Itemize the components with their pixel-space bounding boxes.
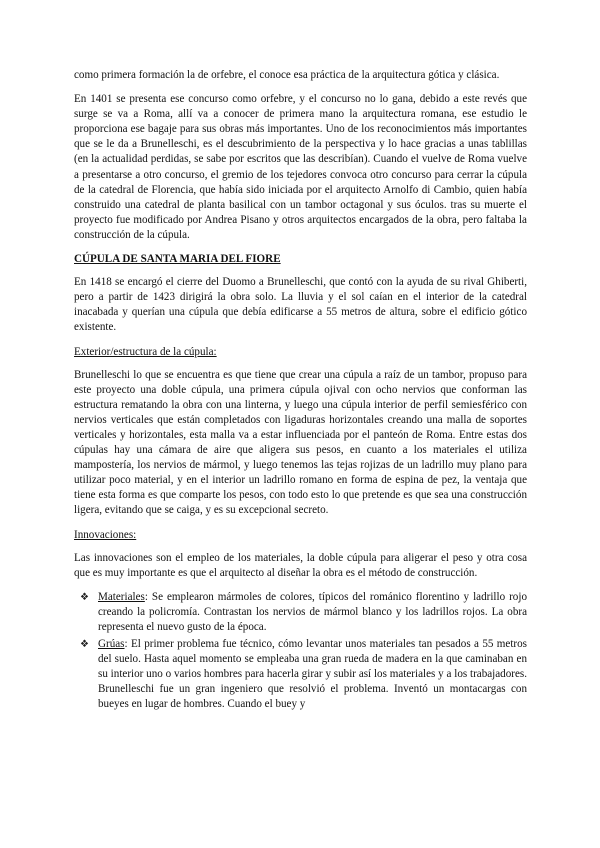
paragraph-innovaciones: Las innovaciones son el empleo de los materiales, la doble cúpula para aligerar el peso y otra cosa que es muy importante es que el arquitecto al diseñar la obra es el método de construcción. <box>74 551 527 579</box>
bullet-text: : Se emplearon mármoles de colores, típicos del románico florentino y ladrillo rojo creando la policromía. Contrastan los nervios de mármol blanco y los ladrillos rojos. La obra representa el nuevo gusto de la época. <box>98 590 527 633</box>
diamond-bullet-icon: ❖ <box>80 591 89 603</box>
document-body <box>74 68 527 715</box>
subheading-exterior: Exterior/estructura de la cúpula: <box>74 345 217 358</box>
paragraph-exterior: Brunelleschi lo que se encuentra es que tiene que crear una cúpula a raíz de un tambor, propuso para este proyecto una doble cúpula, una primera cúpula ojival con ocho nervios que conforman las estructura rematando la obra con una linterna, y luego una cúpula interior de perfil semiesférico con nervios verticales que están completados con ligaduras horizontales creando una malla de soportes verticales y horizontales, esta malla va a estar influenciada por el panteón de Roma. Entre estas dos cúpulas hay una cámara de aire que aligera sus pesos, en cuanto a los materiales el utiliza mampostería, los nervios de mármol, y luego tenemos las tejas rojizas de un ladrillo muy plano para utilizar poco material, y en el interior un ladrillo romano en forma de espina de pez, la ventaja que tiene esta forma es que comparte los pesos, con todo esto lo que pretende es que sea una construcción ligera, evitando que se caiga, y es su excepcional secreto. <box>74 368 527 517</box>
paragraph-1418: En 1418 se encargó el cierre del Duomo a Brunelleschi, que contó con la ayuda de su rival Ghiberti, pero a partir de 1423 dirigirá la obra solo. La lluvia y el sol caían en el interior de la catedral inacabada y querían una cúpula que debía edificarse a 55 metros de altura, sobre el edificio gótico existente. <box>74 276 527 334</box>
bullet-term: Grúas <box>98 638 125 651</box>
subheading-innovaciones: Innovaciones: <box>74 528 137 541</box>
list-item-materiales <box>80 590 527 635</box>
bullet-text: : El primer problema fue técnico, cómo levantar unos materiales tan pesados a 55 metros del suelo. Hasta aquel momento se empleaba una gran rueda de madera en la que caminaban en su interior uno o varios hombres para hacerla girar y subir así los materiales y a los trabajadores. Brunelleschi fue un gran ingeniero que resolvió el problema. Inventó un montacargas con bueyes en lugar de hombres. Cuando el buey y <box>98 638 527 711</box>
intro-paragraph: como primera formación la de orfebre, el conoce esa práctica de la arquitectura gótica y clásica. <box>74 69 500 81</box>
bullet-term: Materiales <box>98 590 145 603</box>
list-item-gruas <box>80 637 527 712</box>
diamond-bullet-icon: ❖ <box>80 639 89 651</box>
section-heading: CÚPULA DE SANTA MARIA DEL FIORE <box>74 253 281 266</box>
paragraph-1401: En 1401 se presenta ese concurso como orfebre, y el concurso no lo gana, debido a este revés que surge se va a Roma, allí va a conocer de primera mano la arquitectura romana, ese estudio le proporciona ese bagaje para sus obras más importantes. Uno de los reconocimientos más importantes que se le da a Brunelleschi, es el descubrimiento de la perspectiva y lo hace gracias a unas tablillas (en la actualidad perdidas, se sabe por escritos que las describían). Cuando el vuelve de Roma vuelve a presentarse a otro concurso, el gremio de los tejedores convoca otro concurso para cerrar la cúpula de la catedral de Florencia, que había sido iniciada por el arquitecto Arnolfo di Cambio, quien había construido una catedral de planta basilical con un tambor octagonal y sus óculos. tras su muerte el proyecto fue modificado por Andrea Pisano y otros arquitectos encargados de la obra, pero faltaba la construcción de la cúpula. <box>74 93 527 241</box>
innovations-list <box>74 590 527 713</box>
